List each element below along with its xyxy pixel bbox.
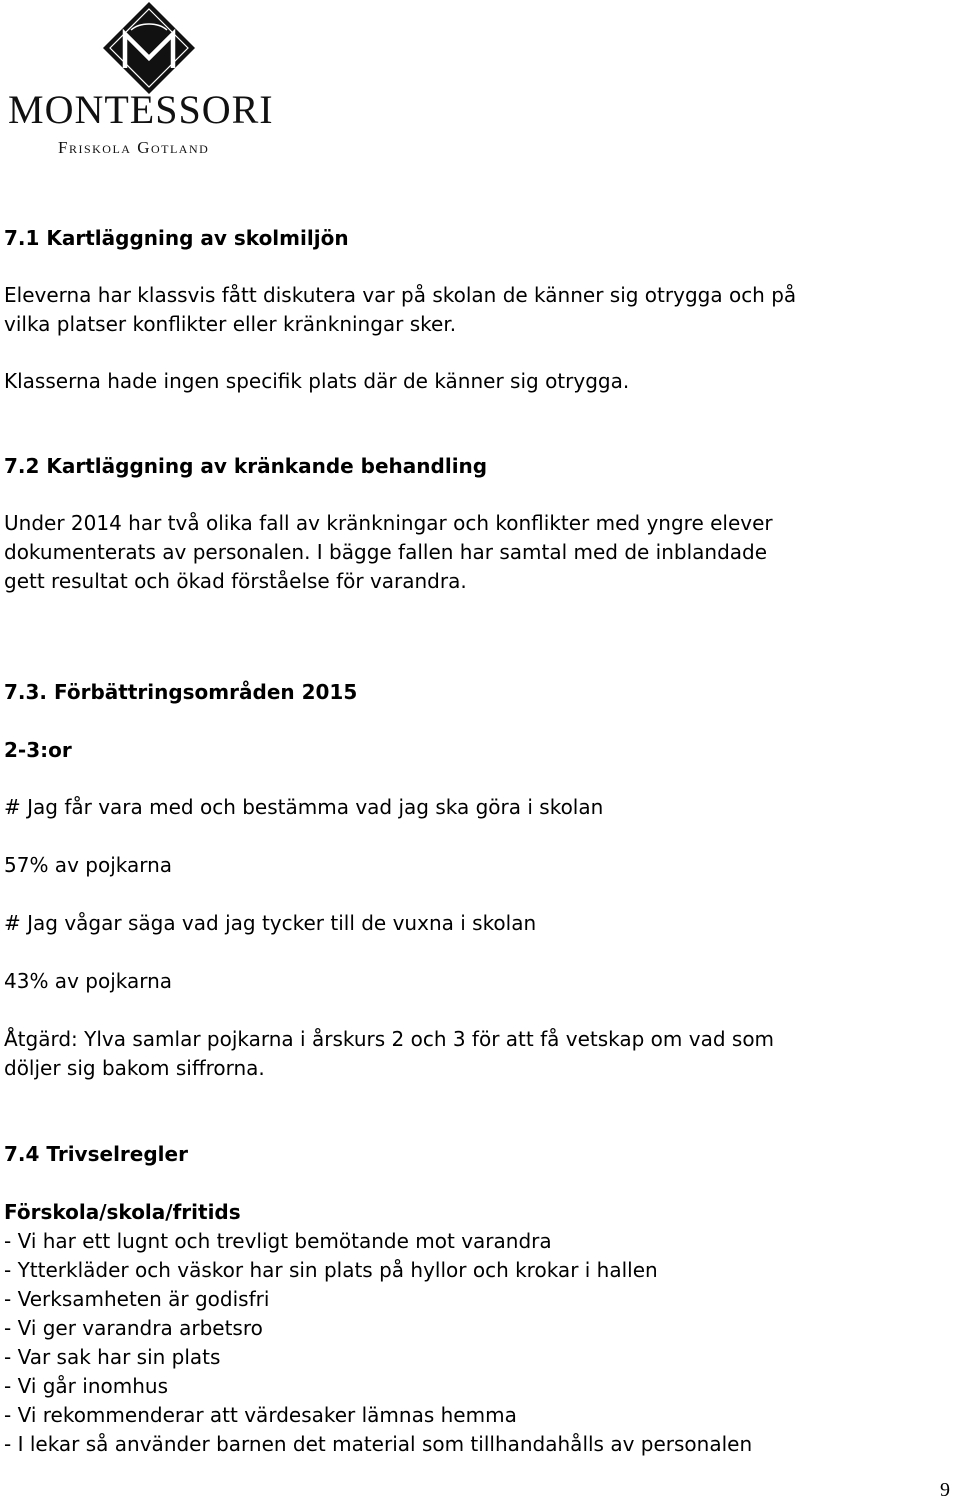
list-item: - Var sak har sin plats	[4, 1345, 221, 1369]
list-item: - I lekar så använder barnen det material som tillhandahålls av personalen	[4, 1432, 753, 1456]
rules-list	[4, 1227, 752, 1459]
list-item: - Vi går inomhus	[4, 1374, 168, 1398]
logo-subtitle: Friskola Gotland	[58, 138, 210, 157]
section-7-2-text-line-3: gett resultat och ökad förståelse för varandra.	[4, 569, 467, 593]
survey-item-1: # Jag får vara med och bestämma vad jag ska göra i skolan	[4, 795, 604, 819]
section-7-1-heading: 7.1 Kartläggning av skolmiljön	[4, 226, 349, 250]
section-7-4-heading: 7.4 Trivselregler	[4, 1142, 188, 1166]
section-7-2-heading: 7.2 Kartläggning av kränkande behandling	[4, 454, 488, 478]
section-7-1-text-line-2: vilka platser konflikter eller kränkningar sker.	[4, 312, 457, 336]
survey-result-1: 57% av pojkarna	[4, 853, 173, 877]
survey-item-2: # Jag vågar säga vad jag tycker till de vuxna i skolan	[4, 911, 537, 935]
page-number: 9	[940, 1479, 950, 1501]
logo-name: MONTESSORI	[8, 87, 274, 132]
section-7-3-heading: 7.3. Förbättringsområden 2015	[4, 680, 358, 704]
section-7-4-subheading: Förskola/skola/fritids	[4, 1200, 241, 1224]
list-item: - Vi ger varandra arbetsro	[4, 1316, 263, 1340]
section-7-1-text-line-1: Eleverna har klassvis fått diskutera var på skolan de känner sig otrygga och på	[4, 283, 797, 307]
list-item: - Ytterkläder och väskor har sin plats på hyllor och krokar i hallen	[4, 1258, 658, 1282]
section-7-3-subheading: 2-3:or	[4, 738, 72, 762]
section-7-1-text-line-3: Klasserna hade ingen specifik plats där de känner sig otrygga.	[4, 369, 630, 393]
list-item: - Vi rekommenderar att värdesaker lämnas hemma	[4, 1403, 517, 1427]
action-line-1: Åtgärd: Ylva samlar pojkarna i årskurs 2 och 3 för att få vetskap om vad som	[4, 1027, 775, 1051]
list-item: - Verksamheten är godisfri	[4, 1287, 270, 1311]
montessori-emblem-icon	[0, 0, 300, 100]
action-line-2: döljer sig bakom siffrorna.	[4, 1056, 265, 1080]
school-logo	[0, 0, 300, 165]
section-7-2-text-line-2: dokumenterats av personalen. I bägge fallen har samtal med de inblandade	[4, 540, 768, 564]
list-item: - Vi har ett lugnt och trevligt bemötande mot varandra	[4, 1229, 552, 1253]
section-7-2-text-line-1: Under 2014 har två olika fall av kränkningar och konflikter med yngre elever	[4, 511, 773, 535]
survey-result-2: 43% av pojkarna	[4, 969, 173, 993]
